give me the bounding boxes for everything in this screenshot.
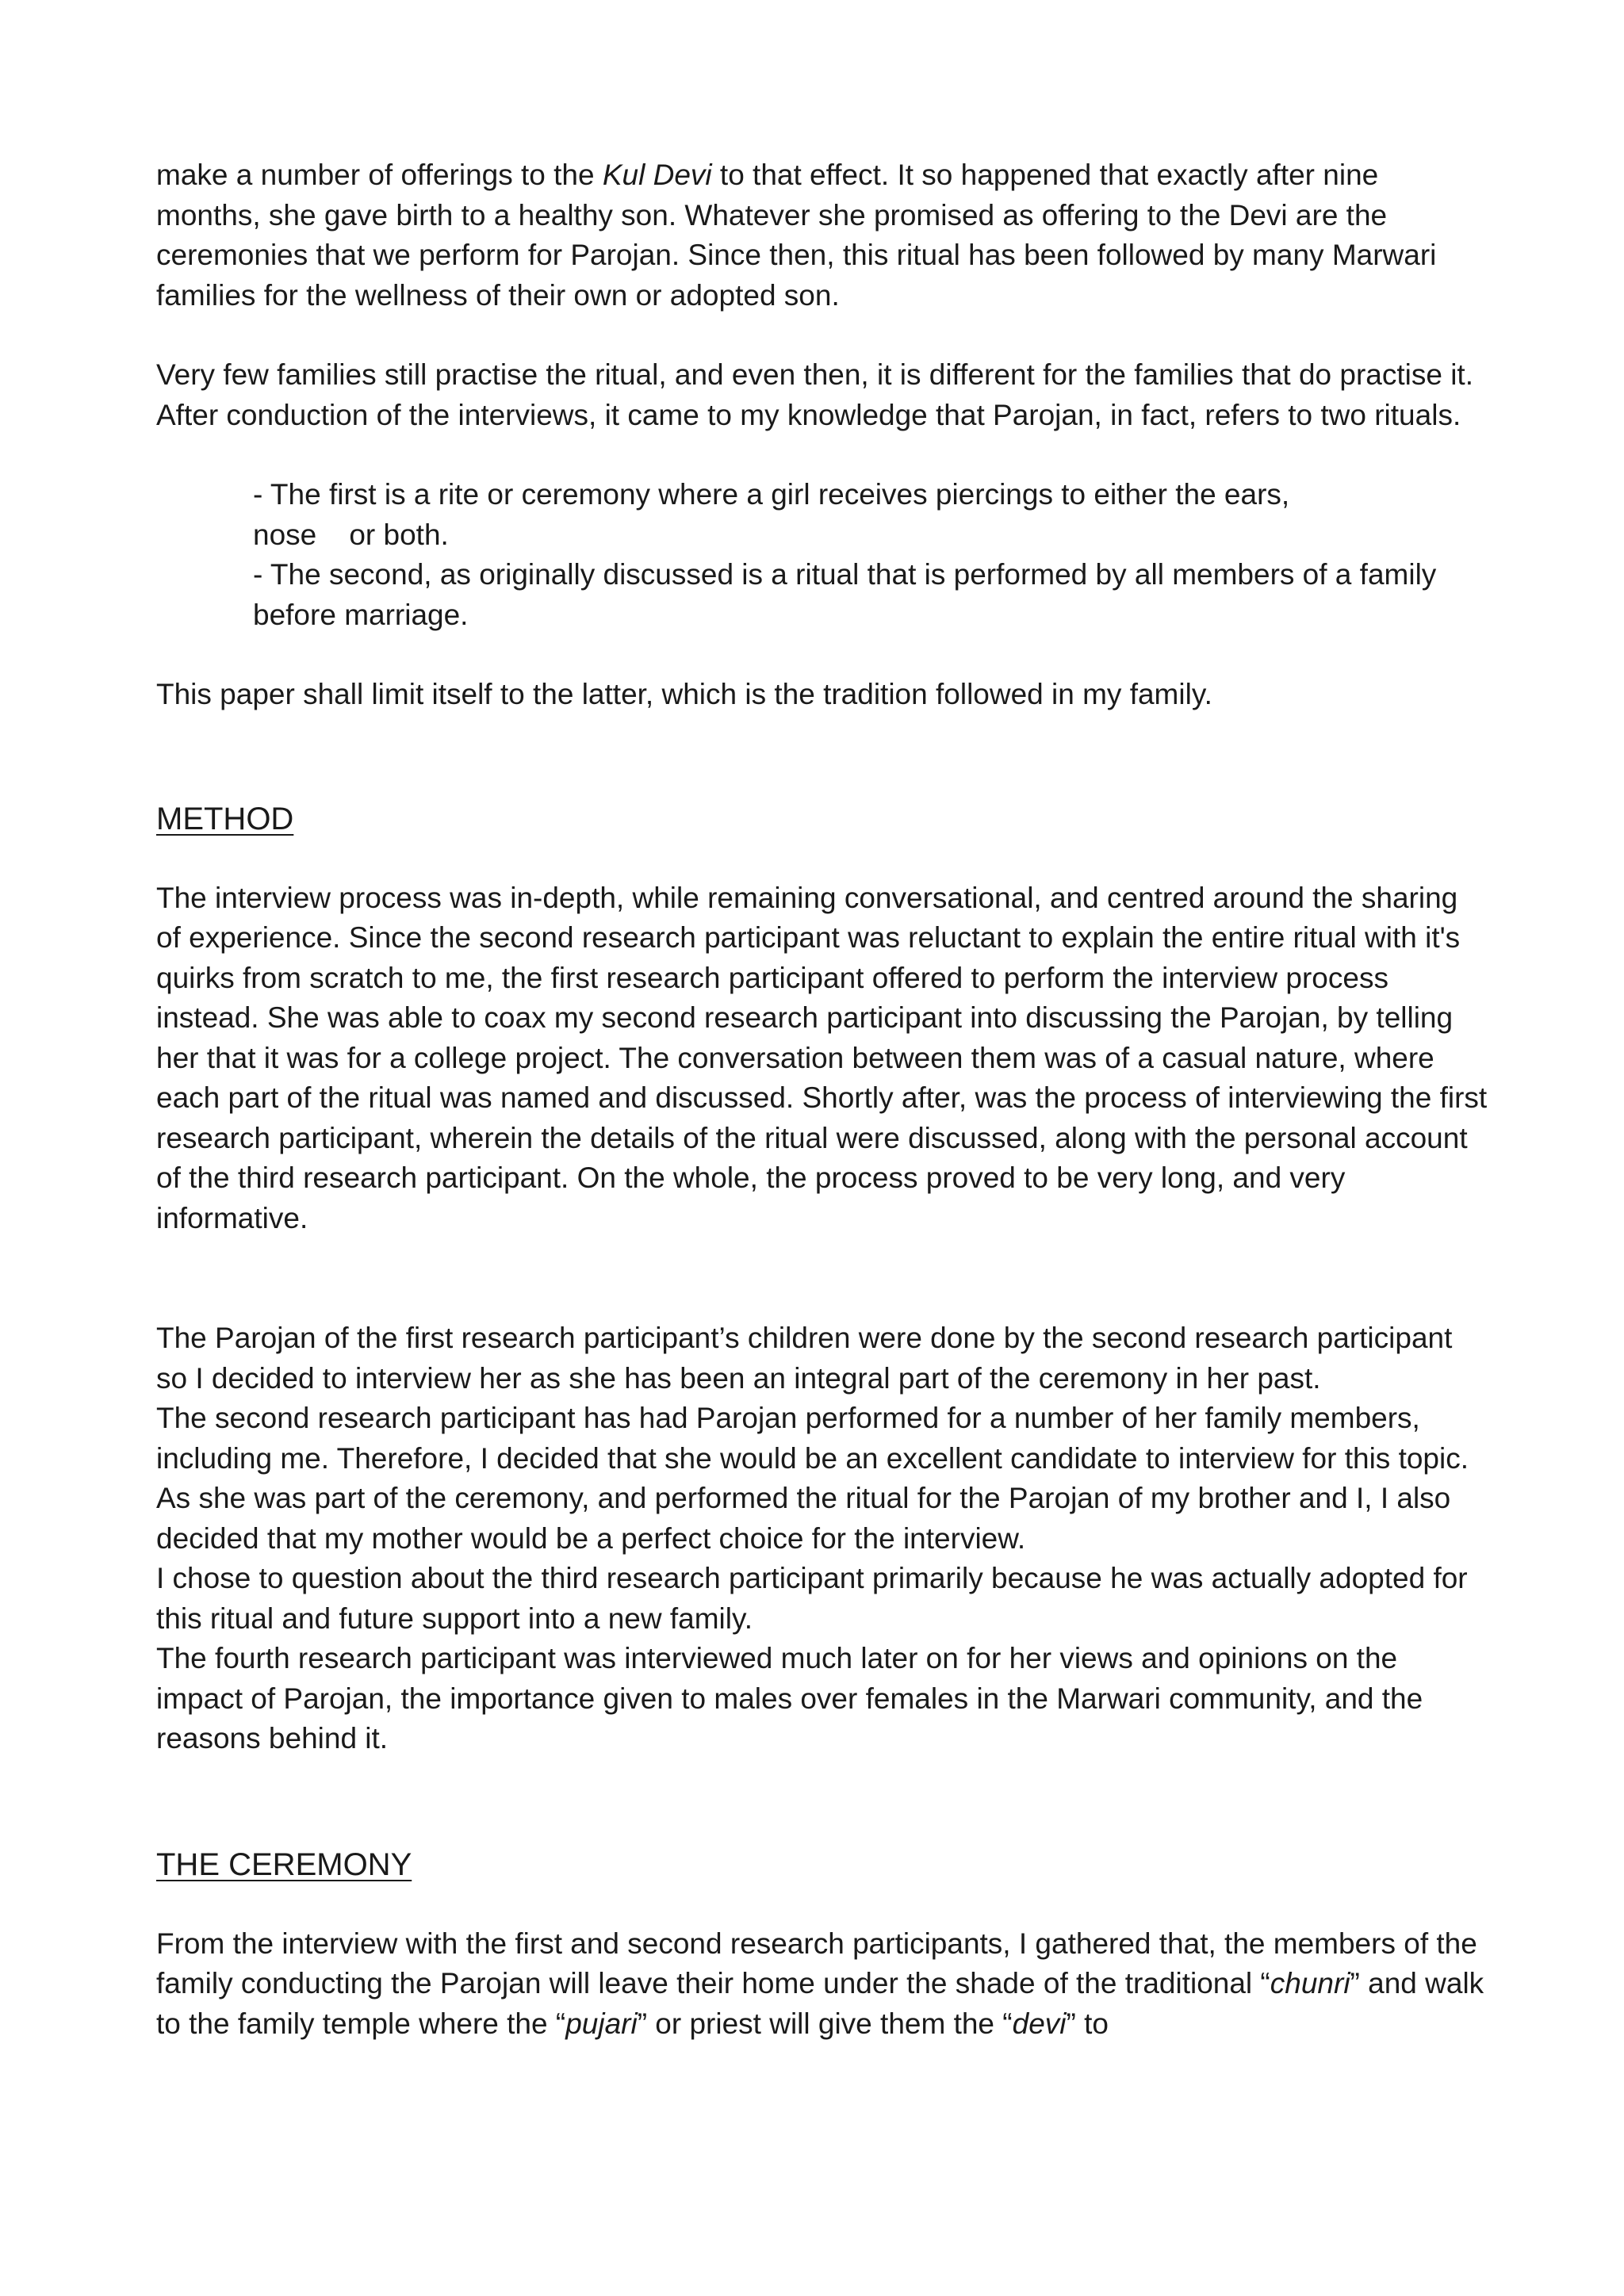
intro-paragraph-3: This paper shall limit itself to the latter, which is the tradition followed in my family. bbox=[156, 678, 1212, 710]
section-heading-ceremony: THE CEREMONY bbox=[156, 1846, 412, 1882]
method-paragraph-5: The fourth research participant was interviewed much later on for her views and opinions on the impact of Parojan, the importance given to males over females in the Marwari community, and the reasons behind it. bbox=[156, 1642, 1423, 1755]
ritual-list-item-1b: nose or both. bbox=[253, 518, 449, 551]
intro-paragraph-2: Very few families still practise the ritual, and even then, it is different for the families that do practise it. After conduction of the interviews, it came to my knowledge that Parojan, in fact, refers to two rituals. bbox=[156, 358, 1473, 431]
text-run: From the interview with the first and second research participants, I gathered that, the members of the family conducting the Parojan will leave their home under the shade of the traditional “ bbox=[156, 1927, 1477, 1999]
section-heading-method: METHOD bbox=[156, 801, 294, 836]
text-run: ” or priest will give them the “ bbox=[637, 2007, 1013, 2040]
text-run: to that effect. It so happened that exactly after nine months, she gave birth to a healthy son. Whatever she promised as offering to the Devi are the ceremonies that we perform for Parojan. Since then, this ritual has been followed by many Marwari families for the wellness of their own or adopted son. bbox=[156, 159, 1437, 312]
text-run: make a number of offerings to the bbox=[156, 159, 603, 191]
method-paragraph-3: The second research participant has had Parojan performed for a number of her family members, including me. Therefore, I decided that she would be an excellent candidate to interview for this topic. As she was part of the ceremony, and performed the ritual for the Parojan of my brother and I, I also decided that my mother would be a perfect choice for the interview. bbox=[156, 1402, 1469, 1555]
ceremony-paragraph-1 bbox=[156, 1924, 1488, 2045]
text-run: ” and walk to the family temple where the “ bbox=[156, 1967, 1484, 2040]
emphasis-devi: devi bbox=[1012, 2007, 1067, 2040]
ritual-list bbox=[156, 475, 1488, 635]
ritual-list-item-1a: - The first is a rite or ceremony where a girl receives piercings to either the ears, bbox=[253, 478, 1290, 511]
emphasis-pujari: pujari bbox=[565, 2007, 638, 2040]
text-run: ” to bbox=[1066, 2007, 1109, 2040]
method-paragraph-2: The Parojan of the first research participant’s children were done by the second research participant so I decided to interview her as she has been an integral part of the ceremony in her past. bbox=[156, 1322, 1453, 1395]
intro-paragraph-1 bbox=[156, 155, 1488, 316]
emphasis-kul-devi: Kul Devi bbox=[602, 159, 712, 191]
method-paragraph-4: I chose to question about the third research participant primarily because he was actually adopted for this ritual and future support into a new family. bbox=[156, 1562, 1468, 1635]
ritual-list-item-2: - The second, as originally discussed is a ritual that is performed by all members of a family before marriage. bbox=[253, 558, 1437, 631]
method-paragraph-1: The interview process was in-depth, while remaining conversational, and centred around the sharing of experience. Since the second research participant was reluctant to explain the entire ritual with it's quirks from scratch to me, the first research participant offered to perform the interview process instead. She was able to coax my second research participant into discussing the Parojan, by telling her that it was for a college project. The conversation between them was of a casual nature, where each part of the ritual was named and discussed. Shortly after, was the process of interviewing the first research participant, wherein the details of the ritual were discussed, along with the personal account of the third research participant. On the whole, the process proved to be very long, and very informative. bbox=[156, 881, 1488, 1234]
document-page bbox=[156, 155, 1488, 2044]
emphasis-chunri: chunri bbox=[1270, 1967, 1350, 1999]
